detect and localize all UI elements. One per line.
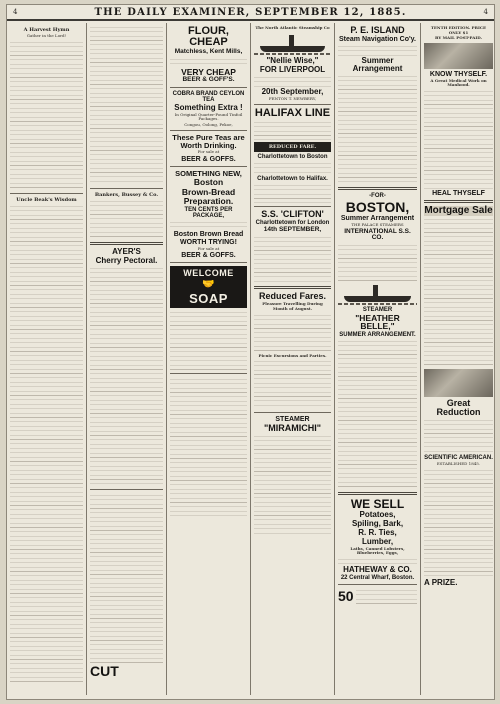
hardware-text [170,377,247,517]
poem-text [10,40,83,190]
charlottetown-london: Charlottetown for London [255,220,330,227]
summer-arrangement-3: SUMMER ARRANGEMENT. [339,331,416,338]
divider [170,373,247,374]
cobra-tea-heading: COBRA BRAND CEYLON TEA [172,90,245,103]
month-august: Month of August. [272,306,313,312]
column-3 [167,23,251,695]
cut-label: CUT [90,663,119,679]
reduction-text [424,418,493,454]
reduced-fares-heading: Reduced Fares. [258,290,327,301]
divider [10,193,83,194]
clifton-date: 14th SEPTEMBER, [263,226,322,234]
north-atlantic-heading: The North Atlantic Steamship Co [255,25,330,30]
mortgage-sale-heading: Mortgage Sale [424,204,493,216]
page-number-right: 4 [483,8,488,16]
poem-subtitle: Gather in the Lord! [26,33,67,38]
divider [338,187,417,190]
flour-cheap-heading: FLOUR, CHEAP [188,25,229,48]
soap-text [170,310,247,370]
pe-island-heading: P. E. ISLAND [350,25,405,35]
for-sale-at-2: For sale at [197,245,220,251]
fifty-number: 50 [338,587,354,604]
divider [338,492,417,495]
hatheway-address: 22 Central Wharf, Boston. [340,574,415,581]
nellie-wise-heading: "Nellie Wise," [266,55,319,65]
charlottetown-boston-text [254,161,331,175]
divider [254,412,331,413]
miramichi-text [254,434,331,534]
something-extra-heading: Something Extra ! [174,102,243,112]
welcome-soap-ad [170,266,247,308]
divider [90,242,163,245]
steamship-icon [254,33,331,55]
news-text [90,25,163,185]
halifax-text [254,120,331,140]
divider [170,130,247,131]
story-title: Uncle Beak's Wisdom [16,196,77,203]
heal-thyself: HEAL THYSELF [432,189,485,197]
something-new-heading: SOMETHING NEW, [175,168,242,178]
tenth-edition: TENTH EDITION. PRICE ONLY $1 [430,25,487,35]
column-4 [251,23,335,695]
charlottetown-halifax: Charlottetown to Halifax. [257,176,328,183]
clifton-text [254,235,331,283]
hatheway-heading: HATHEWAY & CO. [343,564,412,574]
scientific-american-heading: SCIENTIFIC AMERICAN. [424,454,493,461]
boston-schedule [338,243,417,281]
reduced-fare-banner: REDUCED FARE. [254,142,331,152]
fifty-ad [338,588,417,604]
pe-island-schedule [338,74,417,184]
prize-heading: A PRIZE. [424,577,458,587]
matchless-heading: Matchless, Kent Mills, [174,48,243,55]
international-ss: INTERNATIONAL S.S. CO. [344,227,411,242]
ten-cents-heading: TEN CENTS PER PACKAGE, [184,206,233,219]
classified-text [90,493,163,663]
bread-text [170,220,247,230]
by-mail: BY MAIL POST-PAID. [435,35,482,41]
ayers-title: AYER'S [112,247,141,256]
potatoes-item: Potatoes, [359,509,396,519]
bankers-notice-text [90,199,163,239]
preparation-heading: Preparation. [183,196,234,207]
fenton-agent: FENTON T. NEWBERY, [268,95,317,101]
handshake-icon: 🤝 [202,279,215,291]
pe-island-text [338,44,417,56]
beer-goff-heading: BEER & GOFF'S. [182,76,235,83]
medical-work: A Great Medical Work on Manhood. [430,77,487,88]
mortgage-text [424,217,493,367]
steamer-icon [338,283,417,305]
masthead-title: THE DAILY EXAMINER, SEPTEMBER 12, 1885. [94,6,407,18]
welcome-word: WELCOME [183,268,234,279]
divider [170,166,247,167]
know-thyself-engraving [424,43,493,69]
spiling-item: Spiling, Bark, [351,518,404,528]
poem-title: A Harvest Hymn [23,27,70,33]
divider [424,200,493,203]
divider [254,104,331,105]
very-cheap-heading: VERY CHEAP [181,66,236,77]
halifax-line-heading: HALIFAX LINE [254,107,331,120]
fares-text [254,313,331,353]
ties-item: R. R. Ties, [358,527,397,537]
brown-bread-heading: Brown-Bread [181,186,236,197]
steamer-heading: STEAMER [275,416,310,424]
boston-brown-bread-heading: Boston Brown Bread [173,230,244,238]
clifton-heading: S.S. 'CLIFTON' [261,209,324,220]
sailing-date: 20th September, [261,86,324,96]
charlottetown-boston: Charlottetown to Boston [257,154,328,161]
boston-heading: Boston [193,177,224,188]
beer-goffs-heading: BEER & GOFFS. [181,155,236,163]
column-5 [335,23,421,695]
for-sale-at: For sale at [197,149,220,155]
divider [170,262,247,263]
medical-text [424,89,493,189]
heather-belle-text [338,339,417,489]
great-reduction-heading: Great Reduction [436,397,481,417]
ayers-subtitle: Cherry Pectoral. [95,256,158,265]
tea-types: Congou, Oolong, Pekoe, [184,121,233,127]
masthead [7,5,494,21]
scientific-text [424,468,493,578]
picnic-text [254,359,331,409]
divider [90,489,163,490]
picnic-excursions: Picnic Excursions and Parties. [258,352,327,358]
liverpool-text [254,75,331,87]
established: ESTABLISHED 1845. [436,460,481,466]
beer-goffs-heading-2: BEER & GOFFS. [181,252,236,260]
steam-navigation-heading: Steam Navigation Co'y. [339,36,416,43]
engraving-banner [424,369,493,397]
page-number-left: 4 [13,8,18,16]
steamer-label: STEAMER [362,306,393,313]
summer-arrangement-heading: Summer Arrangement [352,56,403,73]
divider [90,188,163,189]
column-2 [87,23,167,695]
know-thyself-heading: KNOW THYSELF. [429,70,488,78]
flour-text [170,57,247,67]
newspaper-sheet [6,4,495,700]
pure-teas-heading: These Pure Teas are Worth Drinking. [172,133,245,150]
miramichi-heading: "MIRAMICHI" [263,423,322,434]
pleasure-travelling: Pleasure Travelling During [262,300,323,306]
laths-item: Laths, Canned Lobsters, Blueberries, Eggs, [350,545,405,556]
summer-arrangement-2: Summer Arrangement [340,215,415,222]
divider [338,584,417,585]
lumber-item: Lumber, [361,536,394,546]
divider [170,87,247,88]
fifty-text [356,588,417,604]
story-text [10,204,83,684]
divider [254,286,331,289]
original-packages: In Original Quarter-Pound Tinfoil Packages. [174,111,243,122]
divider [254,206,331,207]
bankers-notice-heading: Bankers, Bussey & Co. [94,192,159,198]
charlottetown-halifax-text [254,183,331,203]
boston-heading: BOSTON, [345,199,410,215]
worth-trying-heading: WORTH TRYING! [180,238,237,246]
for-label: -FOR- [369,193,386,199]
hatheway-text [338,557,417,565]
we-sell-heading: WE SELL [350,496,405,511]
column-6 [421,23,495,695]
palace-steamers: THE PALACE STEAMERS [351,222,404,227]
soap-word: SOAP [189,291,228,307]
for-liverpool-heading: FOR LIVERPOOL [259,64,326,74]
ayers-text [90,266,163,486]
column-1 [7,23,87,695]
heather-belle-heading: "HEATHER BELLE," [355,312,400,332]
